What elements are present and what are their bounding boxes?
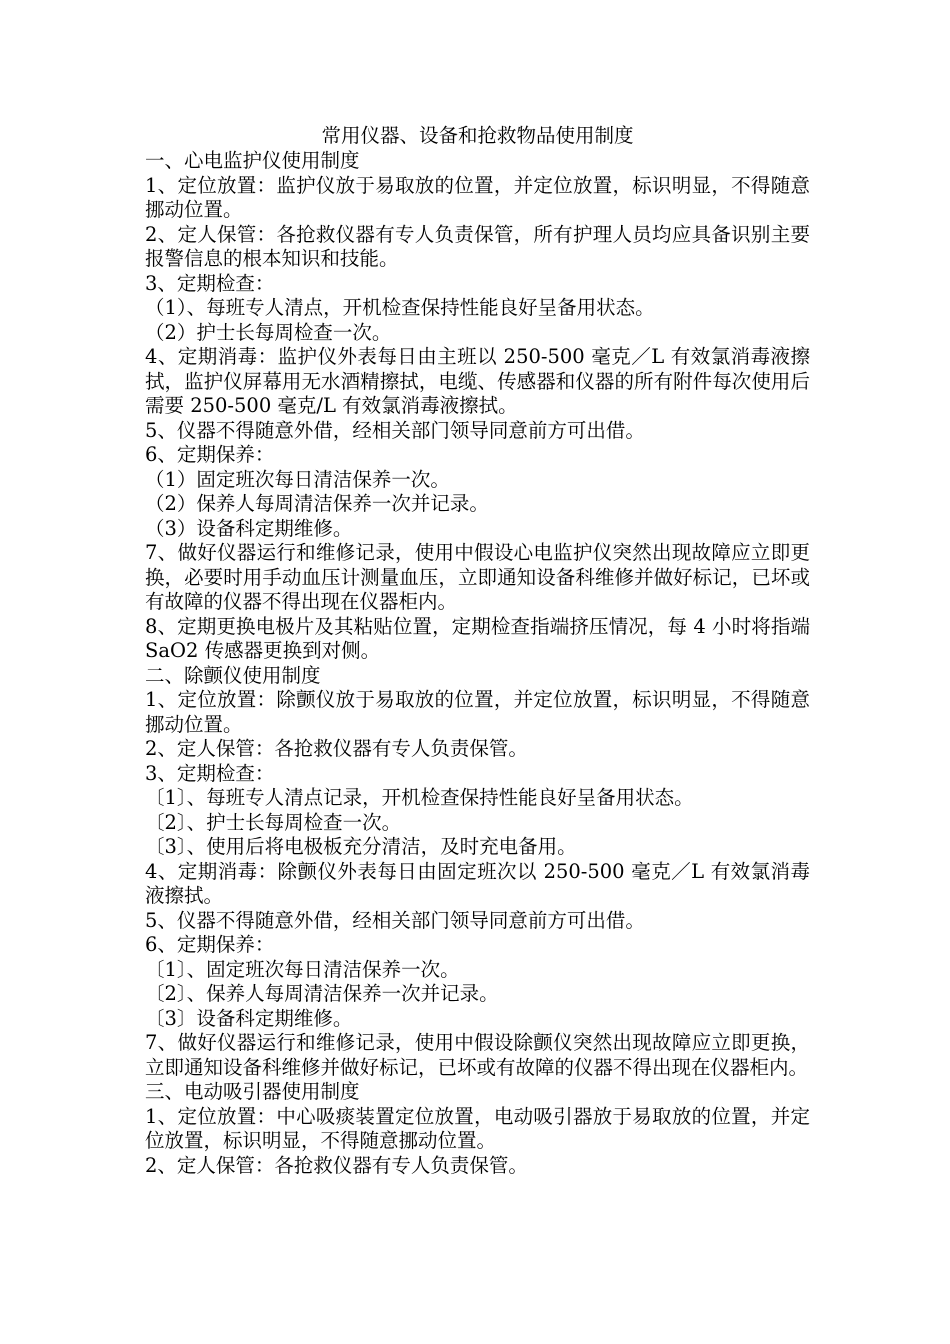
document-body — [145, 149, 810, 1178]
paragraph: 5、仪器不得随意外借，经相关部门领导同意前方可出借。 — [145, 908, 645, 932]
sub-item: （2）护士长每周检查一次。 — [145, 320, 392, 344]
paragraph: 3、定期检查： — [145, 761, 275, 785]
paragraph: 2、定人保管：各抢救仪器有专人负责保管。 — [145, 1153, 528, 1177]
sub-item: 〔3〕设备科定期维修。 — [145, 1006, 353, 1030]
sub-item: （1）、每班专人清点，开机检查保持性能良好呈备用状态。 — [145, 296, 655, 319]
sub-item: 〔2〕、护士长每周检查一次。 — [145, 810, 402, 834]
paragraph: 6、定期保养： — [145, 443, 275, 466]
document-title: 常用仪器、设备和抢救物品使用制度 — [321, 124, 634, 147]
document-page — [145, 122, 810, 1178]
paragraph: 4、定期消毒：监护仪外表每日由主班以 250-500 毫克／L 有效氯消毒液擦拭，监护仪屏幕用无水酒精擦拭，电缆、传感器和仪器的所有附件每次使用后需要 250-500 毫克/L 有效氯消毒液擦拭。 — [145, 345, 810, 417]
sub-item: 〔1〕、每班专人清点记录，开机检查保持性能良好呈备用状态。 — [145, 786, 694, 809]
paragraph: 1、定位放置：除颤仪放于易取放的位置，并定位放置，标识明显，不得随意挪动位置。 — [145, 688, 810, 736]
paragraph: 2、定人保管：各抢救仪器有专人负责保管，所有护理人员均应具备识别主要报警信息的根本知识和技能。 — [145, 222, 810, 270]
paragraph: 7、做好仪器运行和维修记录，使用中假设心电监护仪突然出现故障应立即更换，必要时用手动血压计测量血压，立即通知设备科维修并做好标记，已坏或有故障的仪器不得出现在仪器柜内。 — [145, 541, 810, 613]
paragraph: 2、定人保管：各抢救仪器有专人负责保管。 — [145, 737, 528, 760]
paragraph: 7、做好仪器运行和维修记录，使用中假设除颤仪突然出现故障应立即更换，立即通知设备科维修并做好标记，已坏或有故障的仪器不得出现在仪器柜内。 — [145, 1031, 810, 1079]
paragraph: 4、定期消毒：除颤仪外表每日由固定班次以 250-500 毫克／L 有效氯消毒液擦拭。 — [145, 859, 810, 907]
sub-item: 〔1〕、固定班次每日清洁保养一次。 — [145, 957, 460, 981]
paragraph: 5、仪器不得随意外借，经相关部门领导同意前方可出借。 — [145, 418, 645, 442]
paragraph: 6、定期保养： — [145, 933, 275, 956]
paragraph: 3、定期检查： — [145, 271, 275, 295]
sub-item: （3）设备科定期维修。 — [145, 516, 353, 540]
sub-item: （1）固定班次每日清洁保养一次。 — [145, 467, 450, 491]
paragraph: 1、定位放置：中心吸痰装置定位放置，电动吸引器放于易取放的位置，并定位放置，标识明显，不得随意挪动位置。 — [145, 1104, 810, 1152]
sub-item: 〔2〕、保养人每周清洁保养一次并记录。 — [145, 982, 499, 1005]
sub-item: 〔3〕、使用后将电极板充分清洁，及时充电备用。 — [145, 835, 577, 858]
section-heading: 一、心电监护仪使用制度 — [145, 149, 360, 172]
paragraph: 8、定期更换电极片及其粘贴位置，定期检查指端挤压情况，每 4 小时将指端 SaO2 传感器更换到对侧。 — [145, 614, 810, 662]
paragraph: 1、定位放置：监护仪放于易取放的位置，并定位放置，标识明显，不得随意挪动位置。 — [145, 173, 810, 221]
section-heading: 二、除颤仪使用制度 — [145, 663, 321, 687]
sub-item: （2）保养人每周清洁保养一次并记录。 — [145, 492, 489, 515]
section-heading: 三、电动吸引器使用制度 — [145, 1080, 360, 1103]
